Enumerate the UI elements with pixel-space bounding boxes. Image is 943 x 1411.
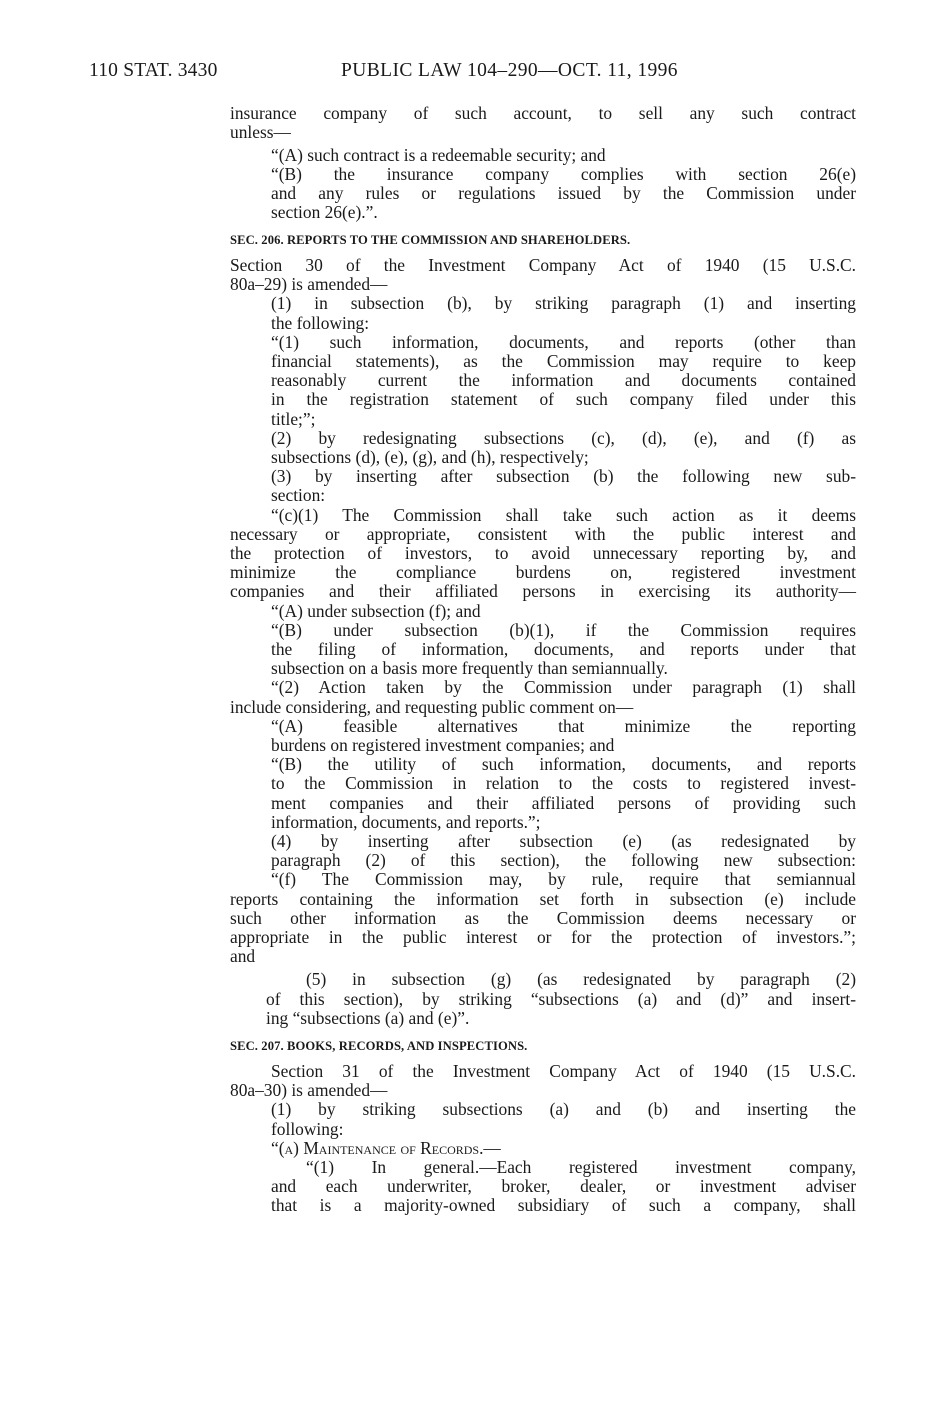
text-line: unless— xyxy=(230,122,291,143)
text-line: to the Commission in relation to the costs to registered invest- xyxy=(271,773,856,794)
text-line: title;”; xyxy=(271,408,316,429)
text-line: (5) in subsection (g) (as redesignated by paragraph (2) xyxy=(306,969,856,990)
text-line: subsections (d), (e), (g), and (h), respectively; xyxy=(271,447,589,467)
text-line: section: xyxy=(271,485,326,506)
text-line: insurance company of such account, to sell any such contract xyxy=(230,103,856,123)
text-line: of this section), by striking “subsections (a) and (d)” and insert- xyxy=(266,988,856,1009)
text-line: Section 30 of the Investment Company Act of 1940 (15 U.S.C. xyxy=(230,255,856,275)
text-line: “(a) Maintenance of Records.— xyxy=(271,1137,501,1158)
text-line: companies and their affiliated persons in exercising its authority— xyxy=(230,581,856,602)
text-line: and each underwriter, broker, dealer, or investment adviser xyxy=(271,1176,856,1197)
text-line: 80a–30) is amended— xyxy=(230,1080,388,1101)
section-heading: SEC. 206. REPORTS TO THE COMMISSION AND SHAREHOLDERS. xyxy=(230,233,631,247)
text-line: reports containing the information set forth in subsection (e) include xyxy=(230,888,856,909)
text-line: the following: xyxy=(271,312,370,333)
stat-page-number: 110 STAT. 3430 xyxy=(89,60,218,81)
section-heading: SEC. 207. BOOKS, RECORDS, AND INSPECTIONS. xyxy=(230,1039,528,1053)
text-line: “(f) The Commission may, by rule, require that semiannual xyxy=(271,869,856,890)
running-head: PUBLIC LAW 104–290—OCT. 11, 1996 xyxy=(341,60,678,81)
text-line: appropriate in the public interest or for the protection of investors.”; xyxy=(230,927,856,947)
text-line: financial statements), as the Commission may require to keep xyxy=(271,351,856,371)
text-line: the protection of investors, to avoid unnecessary reporting by, and xyxy=(230,543,856,563)
text-line: subsection on a basis more frequently than semiannually. xyxy=(271,658,668,679)
text-line: “(B) the utility of such information, documents, and reports xyxy=(271,754,856,775)
text-line: include considering, and requesting public comment on— xyxy=(230,696,634,717)
text-line: necessary or appropriate, consistent with the public interest and xyxy=(230,523,856,544)
text-line: (1) by striking subsections (a) and (b) and inserting the xyxy=(271,1099,856,1120)
text-line: minimize the compliance burdens on, registered investment xyxy=(230,562,856,583)
text-line: burdens on registered investment companies; and xyxy=(271,735,615,755)
text-line: following: xyxy=(271,1118,344,1139)
text-line: (1) in subsection (b), by striking paragraph (1) and inserting xyxy=(271,293,856,314)
text-line: (4) by inserting after subsection (e) (as redesignated by xyxy=(271,831,856,851)
text-line: ing “subsections (a) and (e)”. xyxy=(266,1007,470,1028)
text-line: “(c)(1) The Commission shall take such action as it deems xyxy=(271,504,856,525)
text-line: “(1) In general.—Each registered investment company, xyxy=(306,1157,856,1177)
text-line: that is a majority-owned subsidiary of such a company, shall xyxy=(271,1195,856,1216)
text-line: and xyxy=(230,946,256,967)
text-line: Section 31 of the Investment Company Act of 1940 (15 U.S.C. xyxy=(271,1061,856,1081)
text-line: 80a–29) is amended— xyxy=(230,274,388,295)
text-line: (3) by inserting after subsection (b) the following new sub- xyxy=(271,466,856,487)
text-line: paragraph (2) of this section), the following new subsection: xyxy=(271,850,856,871)
text-line: reasonably current the information and documents contained xyxy=(271,370,856,391)
text-line: such other information as the Commission deems necessary or xyxy=(230,907,856,928)
text-line: information, documents, and reports.”; xyxy=(271,811,541,832)
text-line: the filing of information, documents, and reports under that xyxy=(271,639,856,659)
text-line: “(1) such information, documents, and reports (other than xyxy=(271,331,856,352)
text-line: “(A) such contract is a redeemable security; and xyxy=(271,144,606,165)
text-line: and any rules or regulations issued by the Commission under xyxy=(271,182,856,203)
text-line: “(A) under subsection (f); and xyxy=(271,600,481,621)
text-line: ment companies and their affiliated persons of providing such xyxy=(271,792,856,813)
text-line: (2) by redesignating subsections (c), (d), (e), and (f) as xyxy=(271,427,856,448)
text-line: “(A) feasible alternatives that minimize the reporting xyxy=(271,715,856,736)
text-line: in the registration statement of such company filed under this xyxy=(271,389,856,410)
text-line: “(B) under subsection (b)(1), if the Commission requires xyxy=(271,619,856,640)
text-line: “(2) Action taken by the Commission under paragraph (1) shall xyxy=(271,677,856,698)
text-line: section 26(e).”. xyxy=(271,202,378,223)
text-line: “(B) the insurance company complies with section 26(e) xyxy=(271,163,856,184)
